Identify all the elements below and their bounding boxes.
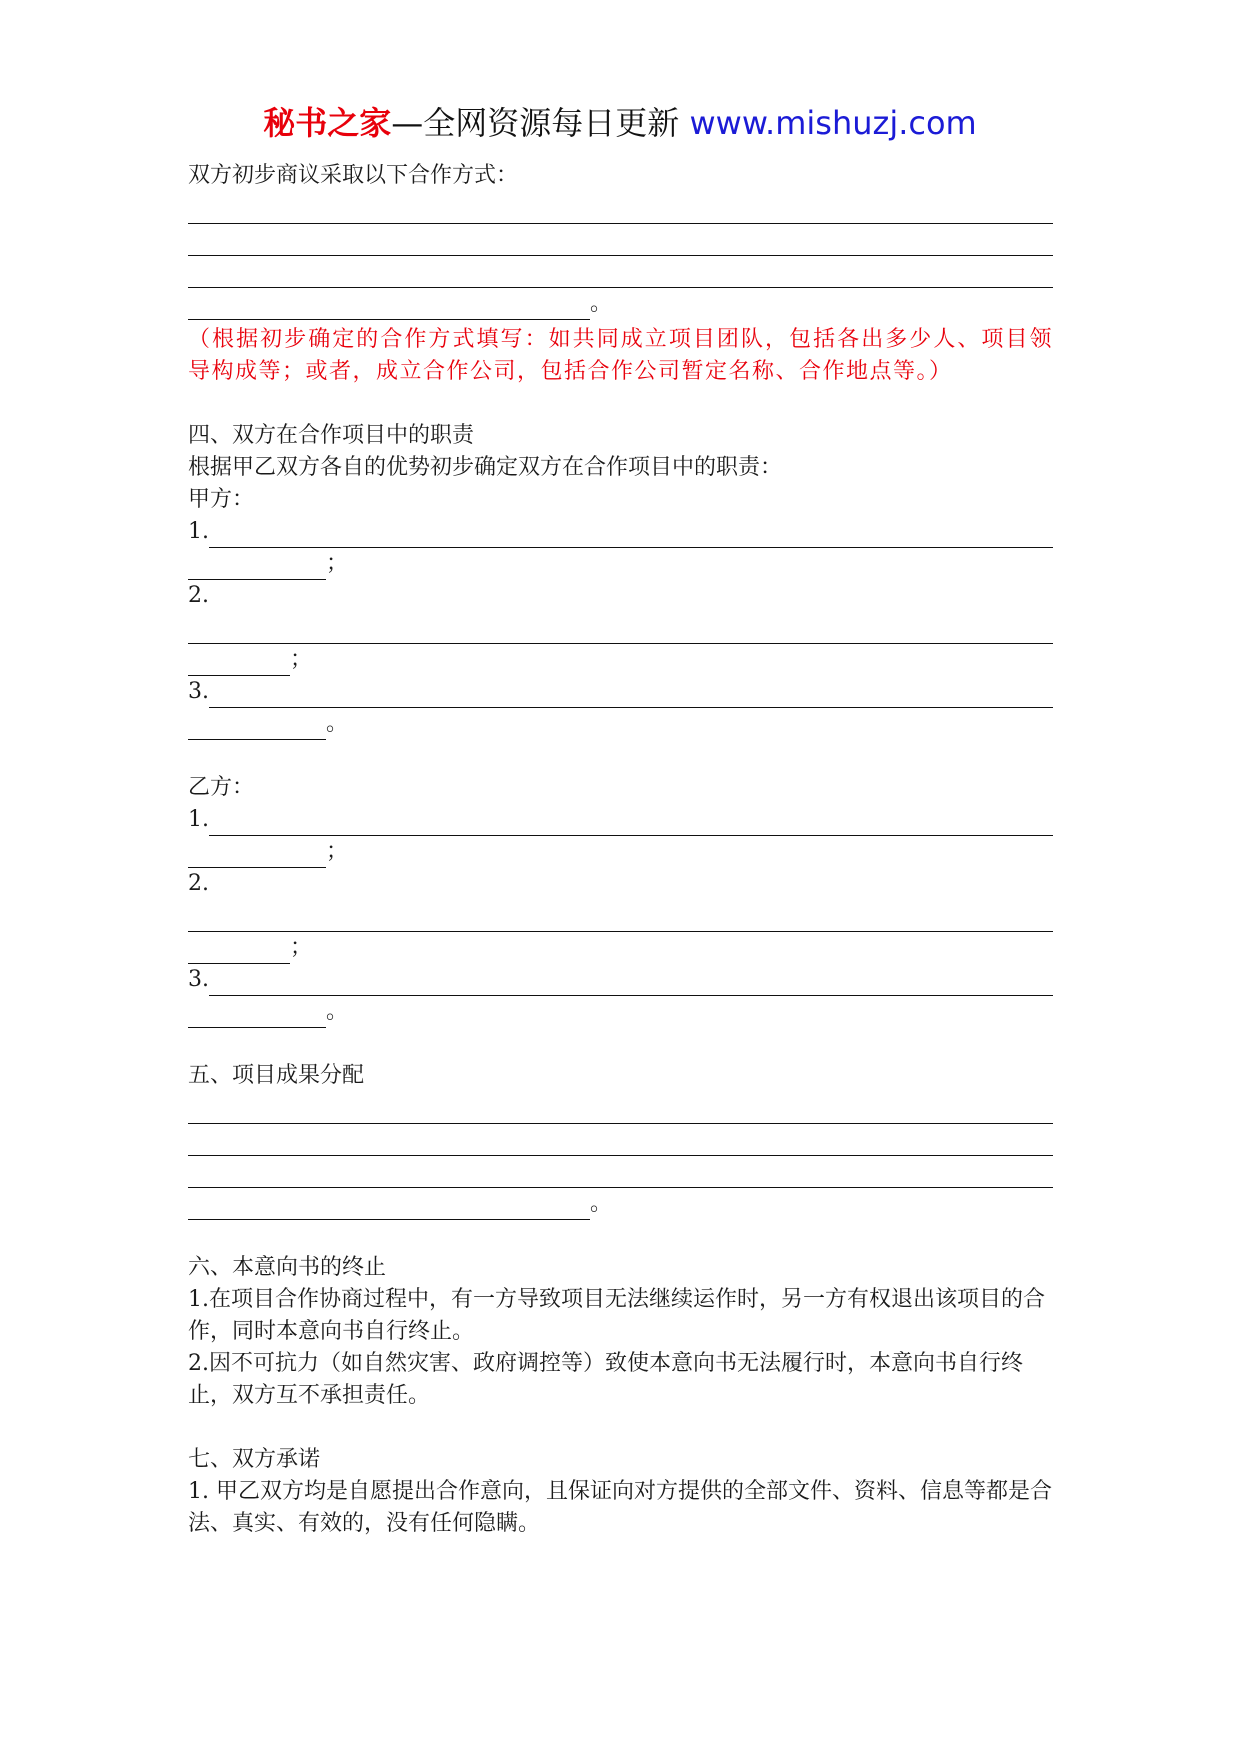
commitment-clause-1: 1. 甲乙双方均是自愿提出合作意向，且保证向对方提供的全部文件、资料、信息等都是合法、真实、有效的，没有任何隐瞒。 — [188, 1479, 1052, 1536]
termination-clause-2: 2.因不可抗力（如自然灾害、政府调控等）致使本意向书无法履行时，本意向书自行终止，双方互不承担责任。 — [188, 1351, 1023, 1408]
fill-blank-segment[interactable] — [188, 1193, 590, 1220]
document-body — [188, 160, 1053, 1540]
section-title: 四、双方在合作项目中的职责 — [188, 423, 475, 448]
fill-blank-segment[interactable] — [209, 809, 1053, 836]
fill-blank-segment[interactable] — [188, 937, 290, 964]
item-number: 1. — [188, 807, 209, 832]
spacer — [188, 740, 1053, 772]
header-url[interactable]: www.mishuzj.com — [689, 104, 977, 142]
section-title: 七、双方承诺 — [188, 1447, 321, 1472]
party-a-item-3-end — [188, 708, 1053, 740]
termination-clause-1: 1.在项目合作协商过程中，有一方导致项目无法继续运作时，另一方有权退出该项目的合作，同时本意向书自行终止。 — [188, 1287, 1045, 1344]
item-number: 1. — [188, 519, 209, 544]
party-b-item-1-end — [188, 836, 1053, 868]
semicolon-mark: ； — [326, 839, 349, 864]
item-number: 3. — [188, 967, 209, 992]
section-intro: 根据甲乙双方各自的优势初步确定双方在合作项目中的职责： — [188, 455, 783, 480]
fill-blank-line-end — [188, 288, 1053, 320]
header-tagline: —全网资源每日更新 — [391, 104, 680, 142]
document-header — [0, 100, 1240, 146]
instruction-note: （根据初步确定的合作方式填写：如共同成立项目团队，包括各出多少人、项目领导构成等；或者，成立合作公司，包括合作公司暂定名称、合作地点等。） — [188, 327, 1053, 384]
cooperation-intro: 双方初步商议采取以下合作方式： — [188, 163, 519, 188]
semicolon-mark: ； — [290, 935, 313, 960]
fill-blank-line[interactable] — [188, 1124, 1053, 1156]
fill-blank-line[interactable] — [188, 612, 1053, 644]
fill-blank-segment[interactable] — [209, 969, 1053, 996]
fill-blank-segment[interactable] — [188, 841, 326, 868]
fill-blank-line[interactable] — [188, 192, 1053, 224]
fill-blank-segment[interactable] — [188, 713, 326, 740]
fill-blank-line-end — [188, 1188, 1053, 1220]
fill-blank-line[interactable] — [188, 224, 1053, 256]
party-b-item-3-end — [188, 996, 1053, 1028]
fill-blank-line[interactable] — [188, 1092, 1053, 1124]
section-title: 五、项目成果分配 — [188, 1063, 365, 1088]
fill-blank-segment[interactable] — [188, 1001, 326, 1028]
item-number: 2. — [188, 583, 209, 608]
section-title: 六、本意向书的终止 — [188, 1255, 387, 1280]
fill-blank-line[interactable] — [188, 1156, 1053, 1188]
spacer — [188, 388, 1053, 420]
period-mark: 。 — [326, 711, 349, 736]
semicolon-mark: ； — [326, 551, 349, 576]
fill-blank-segment[interactable] — [209, 681, 1053, 708]
fill-blank-segment[interactable] — [209, 521, 1053, 548]
party-b-item-2-end — [188, 932, 1053, 964]
spacer — [188, 1412, 1053, 1444]
party-a-item-3 — [188, 676, 1053, 708]
brand-name: 秘书之家 — [263, 104, 392, 142]
party-a-item-1-end — [188, 548, 1053, 580]
semicolon-mark: ； — [290, 647, 313, 672]
party-a-label: 甲方： — [188, 487, 255, 512]
party-b-item-3 — [188, 964, 1053, 996]
party-b-item-1 — [188, 804, 1053, 836]
item-number: 3. — [188, 679, 209, 704]
fill-blank-line[interactable] — [188, 256, 1053, 288]
spacer — [188, 1220, 1053, 1252]
spacer — [188, 1028, 1053, 1060]
item-number: 2. — [188, 871, 209, 896]
period-mark: 。 — [590, 1191, 613, 1216]
period-mark: 。 — [590, 291, 613, 316]
period-mark: 。 — [326, 999, 349, 1024]
party-a-item-1 — [188, 516, 1053, 548]
party-b-label: 乙方： — [188, 775, 255, 800]
fill-blank-line[interactable] — [188, 900, 1053, 932]
party-a-item-2-end — [188, 644, 1053, 676]
fill-blank-segment[interactable] — [188, 553, 326, 580]
fill-blank-segment[interactable] — [188, 293, 590, 320]
fill-blank-segment[interactable] — [188, 649, 290, 676]
